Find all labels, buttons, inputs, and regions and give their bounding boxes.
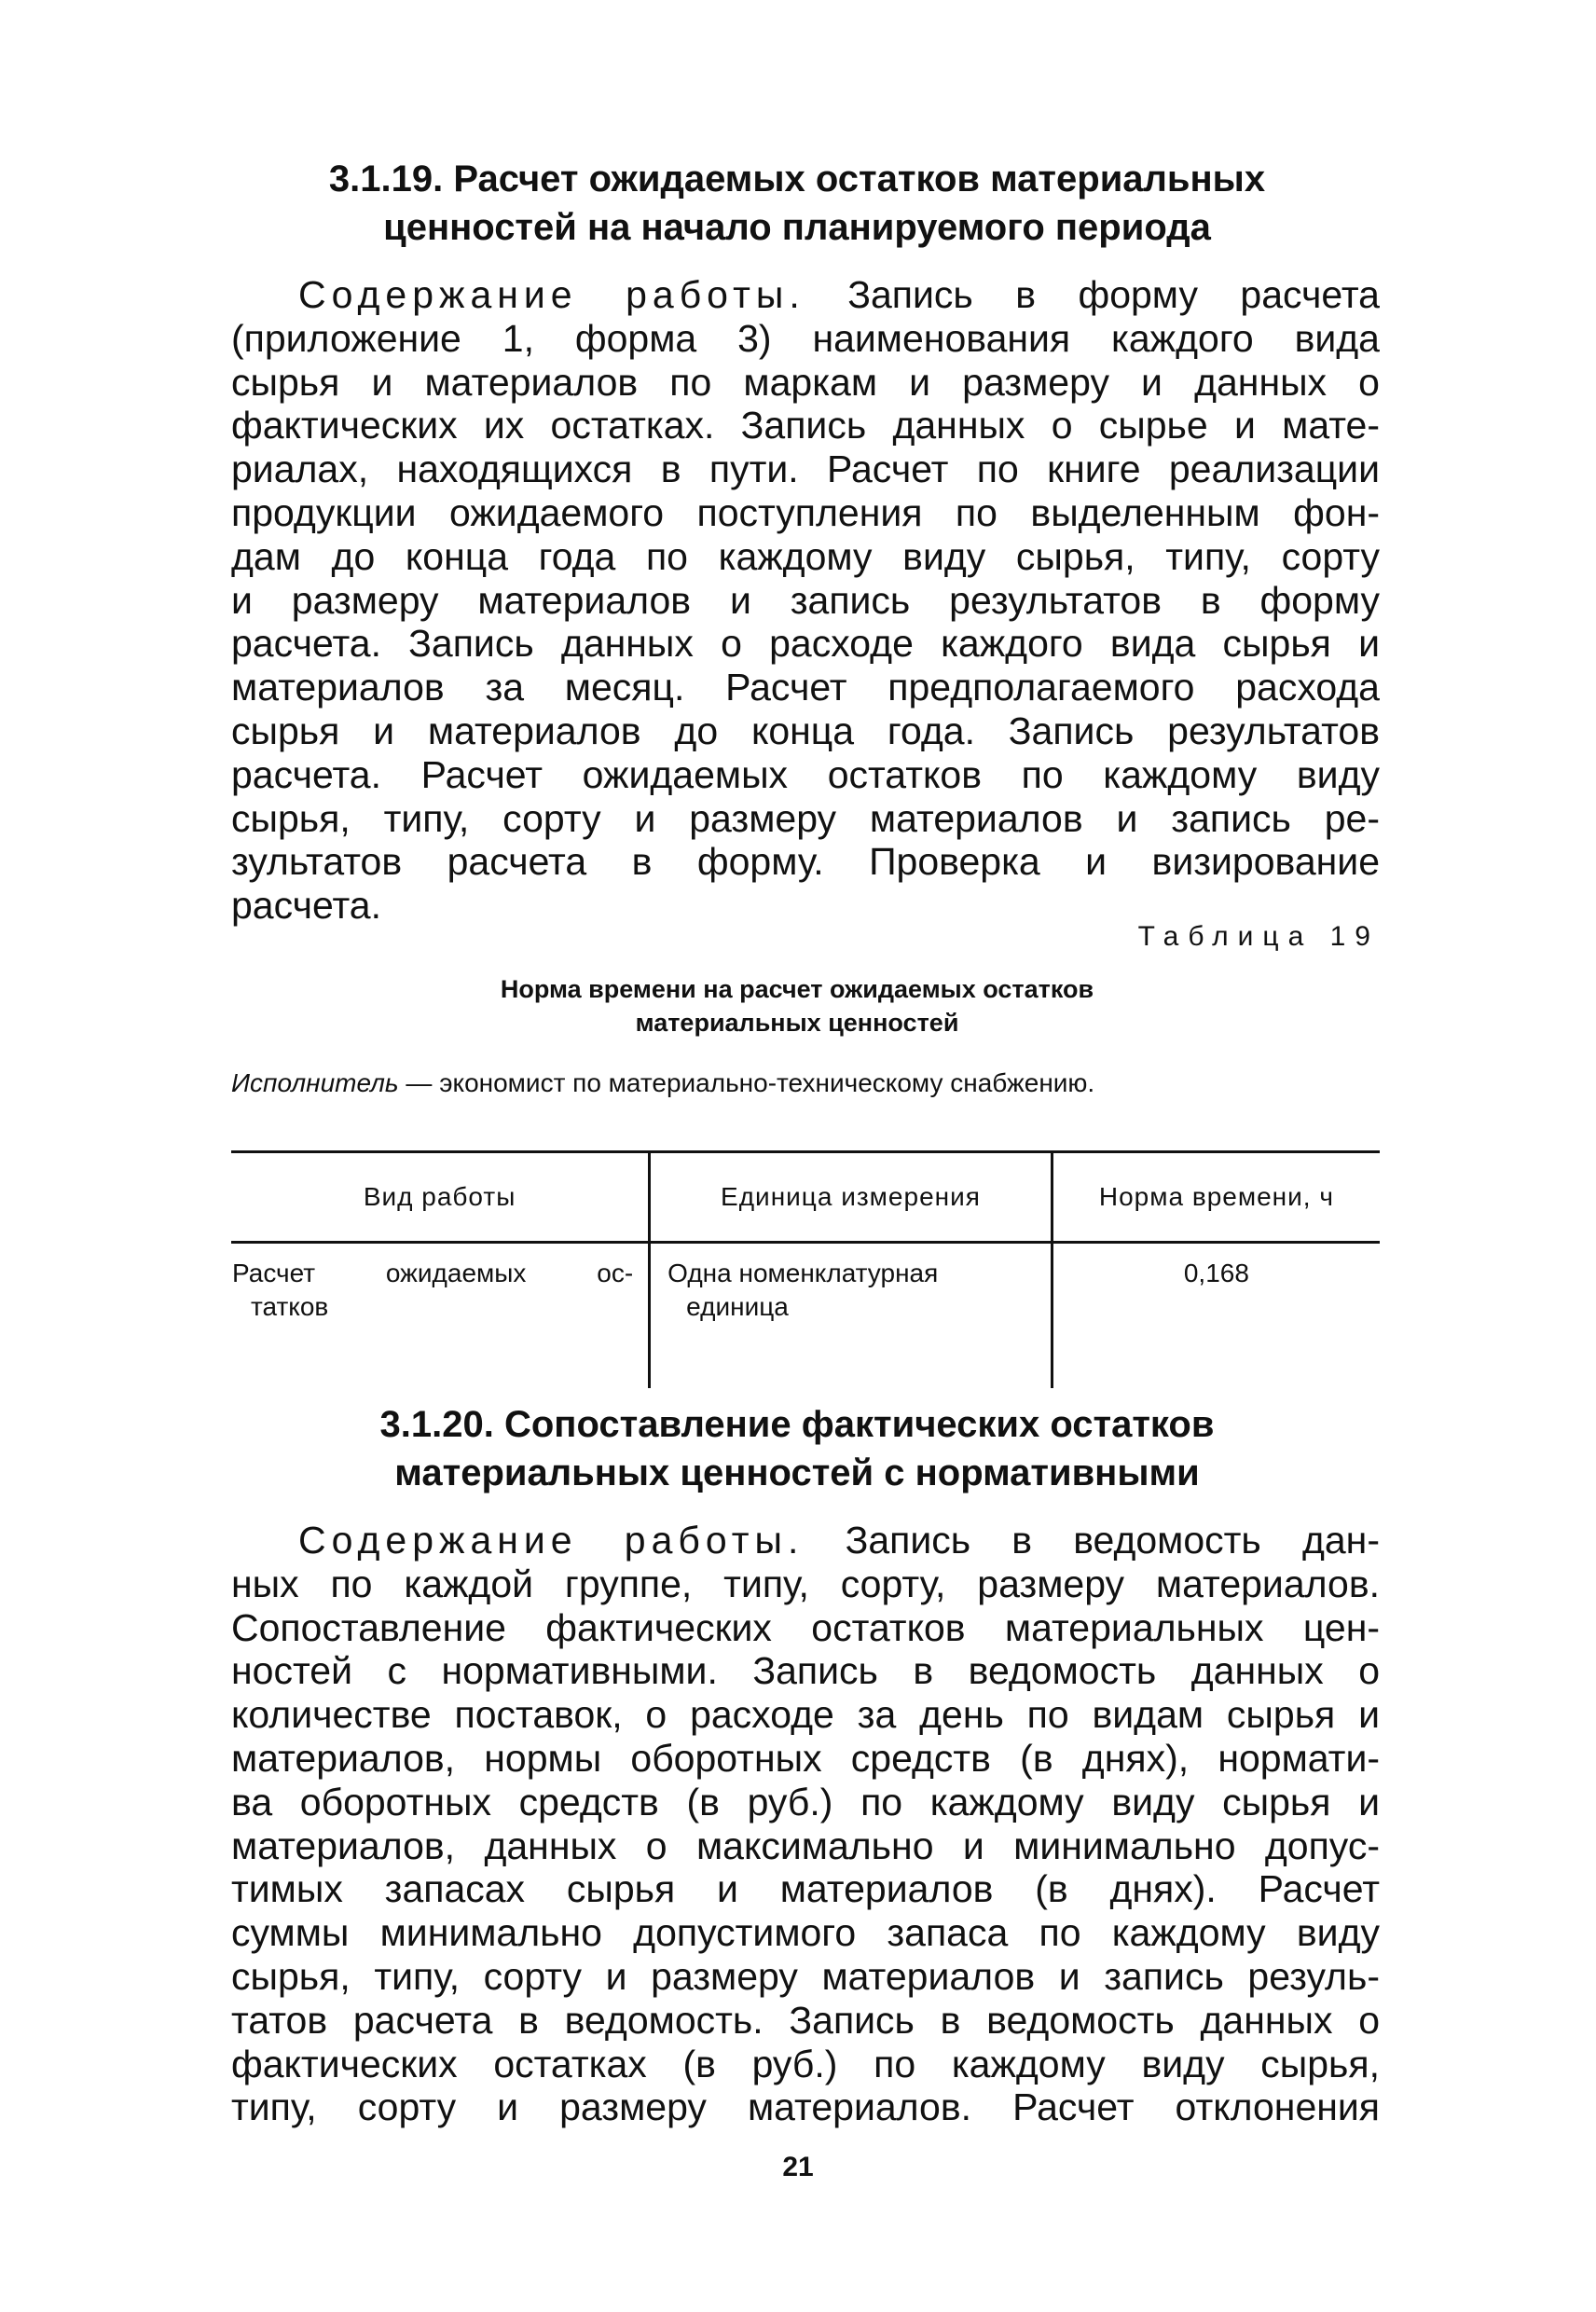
paragraph-line: Содержание работы. Запись в ведомость дан- xyxy=(298,1519,1380,1562)
paragraph-line: Содержание работы. Запись в форму расчета xyxy=(298,273,1380,316)
paragraph-line: типу, сорту и размеру материалов. Расчет отклонения xyxy=(231,2085,1380,2129)
paragraph-line: татов расчета в ведомость. Запись в ведомость данных о xyxy=(231,1998,1380,2042)
header-time-norm: Норма времени, ч xyxy=(1052,1152,1380,1243)
paragraph-line: риалах, находящихся в пути. Расчет по книге реализации xyxy=(231,447,1380,491)
paragraph-line: материалов, нормы оборотных средств (в днях), нормати- xyxy=(231,1736,1380,1780)
heading-line: материальных ценностей с нормативными xyxy=(394,1452,1200,1493)
executor-note xyxy=(231,1068,1380,1098)
heading-line: 3.1.20. Сопоставление фактических остатков xyxy=(379,1404,1215,1445)
heading-line: 3.1.19. Расчет ожидаемых остатков материальных xyxy=(328,158,1266,200)
header-unit: Единица измерения xyxy=(650,1152,1053,1243)
paragraph-line: количестве поставок, о расходе за день по видам сырья и xyxy=(231,1693,1380,1737)
norm-table xyxy=(231,1150,1380,1388)
cell-time-norm: 0,168 xyxy=(1052,1243,1380,1389)
paragraph-line: ных по каждой группе, типу, сорту, размеру материалов. xyxy=(231,1562,1380,1605)
page-number: 21 xyxy=(782,2152,814,2182)
paragraph-line: суммы минимально допустимого запаса по каждому виду xyxy=(231,1911,1380,1955)
cell-work-type: Расчет ожидаемых ос- татков xyxy=(232,1259,634,1321)
paragraph-line: фактических их остатках. Запись данных о сырье и мате- xyxy=(231,404,1380,447)
section-heading-3-1-20 xyxy=(224,1400,1370,1497)
section-body-3-1-20 xyxy=(231,1519,1380,2129)
paragraph-line: фактических остатках (в руб.) по каждому виду сырья, xyxy=(231,2042,1380,2085)
paragraph-line: продукции ожидаемого поступления по выделенным фон- xyxy=(231,490,1380,534)
paragraph-line: материалов, данных о максимально и минимально допус- xyxy=(231,1823,1380,1867)
paragraph-line: тимых запасах сырья и материалов (в днях). Расчет xyxy=(231,1867,1380,1911)
table-title-line: материальных ценностей xyxy=(635,1009,959,1037)
paragraph-line: расчета. Расчет ожидаемых остатков по каждому виду xyxy=(231,752,1380,796)
paragraph-line: расчета. Запись данных о расходе каждого вида сырья и xyxy=(231,622,1380,666)
executor-label: Исполнитель xyxy=(231,1068,399,1097)
paragraph-line: материалов за месяц. Расчет предполагаемого расхода xyxy=(231,666,1380,709)
paragraph-line: ностей с нормативными. Запись в ведомость данных о xyxy=(231,1649,1380,1693)
paragraph-line: и размеру материалов и запись результатов в форму xyxy=(231,578,1380,622)
table-label: Таблица 19 xyxy=(1137,921,1380,952)
heading-line: ценностей на начало планируемого периода xyxy=(383,207,1211,248)
work-content-lead: Содержание работы. xyxy=(298,1519,805,1562)
paragraph-line: ва оборотных средств (в руб.) по каждому виду сырья и xyxy=(231,1780,1380,1823)
paragraph-line: (приложение 1, форма 3) наименования каждого вида xyxy=(231,316,1380,360)
paragraph-line: дам до конца года по каждому виду сырья, типу, сорту xyxy=(231,534,1380,578)
section-body-3-1-19 xyxy=(231,273,1380,928)
paragraph-line: сырья и материалов до конца года. Запись результатов xyxy=(231,709,1380,752)
paragraph-line: расчета. xyxy=(231,884,381,928)
executor-text: — экономист по материально-техническому снабжению. xyxy=(398,1068,1095,1097)
header-work-type: Вид работы xyxy=(231,1152,650,1243)
paragraph-line: сырья, типу, сорту и размеру материалов и запись резуль- xyxy=(231,1954,1380,1998)
paragraph-line: сырья, типу, сорту и размеру материалов и запись ре- xyxy=(231,796,1380,840)
paragraph-line: сырья и материалов по маркам и размеру и данных о xyxy=(231,360,1380,404)
work-content-lead: Содержание работы. xyxy=(298,273,805,316)
table-title xyxy=(280,972,1314,1039)
section-heading-3-1-19 xyxy=(224,155,1370,252)
paragraph-line: Сопоставление фактических остатков материальных цен- xyxy=(231,1605,1380,1649)
paragraph-line: зультатов расчета в форму. Проверка и визирование xyxy=(231,840,1380,884)
cell-unit: Одна номенклатурная единица xyxy=(650,1243,1053,1389)
table-row xyxy=(231,1243,1380,1389)
table-title-line: Норма времени на расчет ожидаемых остатков xyxy=(500,975,1094,1003)
table-header-row xyxy=(231,1152,1380,1243)
